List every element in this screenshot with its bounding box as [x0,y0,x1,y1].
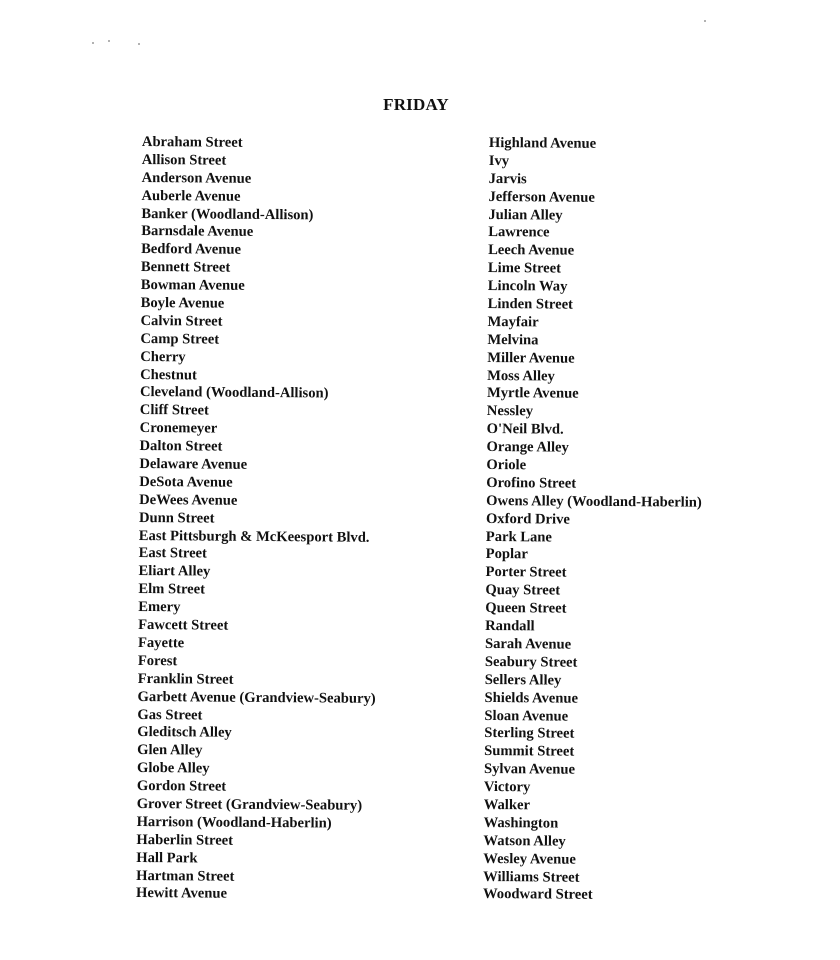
street-name: Owens Alley (Woodland-Haberlin) [486,492,702,511]
street-name: Quay Street [485,582,561,599]
street-name: Garbett Avenue (Grandview-Seabury) [137,688,376,707]
street-name: Linden Street [487,296,574,313]
street-name: Glen Alley [137,742,203,759]
street-name: Sloan Avenue [484,707,569,725]
street-name: Walker [483,796,531,814]
street-name: Fayette [137,634,185,652]
street-name: Jefferson Avenue [488,188,595,206]
street-name: DeSota Avenue [139,473,233,491]
street-name: Williams Street [483,868,580,886]
street-name: Bennett Street [140,259,231,276]
street-name: Emery [138,599,181,616]
street-name: Delaware Avenue [139,456,248,473]
street-name: Globe Alley [136,760,210,777]
street-name: O'Neil Blvd. [486,421,564,438]
street-name: Randall [485,618,535,635]
street-name: Jarvis [488,170,527,188]
street-name: Cliff Street [139,402,209,419]
street-name: Park Lane [485,528,552,546]
street-name: Poplar [485,546,528,563]
street-name: Forest [137,652,178,670]
street-name: Barnsdale Avenue [141,223,254,241]
street-name: Oxford Drive [485,510,570,528]
street-name: Cherry [140,348,186,366]
street-name: Lincoln Way [487,278,568,295]
street-name: Orofino Street [486,474,577,492]
street-name: Chestnut [140,366,197,384]
street-name: Orange Alley [486,439,569,456]
street-name: Allison Street [141,151,227,169]
street-name: Queen Street [485,600,567,617]
street-name: Sarah Avenue [484,635,572,653]
street-name: Hewitt Avenue [135,885,228,903]
street-name: Summit Street [484,743,575,760]
street-name: Sylvan Avenue [483,761,576,778]
street-name: Victory [483,779,531,796]
street-name: Haberlin Street [136,831,234,849]
street-name: Calvin Street [140,312,223,330]
street-name: Shields Avenue [484,689,579,707]
street-name: Fawcett Street [138,617,229,634]
street-name: Abraham Street [141,134,243,151]
street-name: Gordon Street [136,778,227,795]
street-name: DeWees Avenue [139,491,238,509]
street-name: Auberle Avenue [141,187,241,205]
street-name: Camp Street [140,330,220,348]
street-name: Hall Park [136,849,198,867]
street-name: Nessley [486,403,534,420]
street-name: Porter Street [485,564,567,581]
street-name: Watson Alley [483,832,566,850]
street-name: Eliart Alley [138,563,211,580]
street-name: Elm Street [138,581,206,598]
street-name: Dunn Street [138,509,215,527]
street-name: Gas Street [137,706,203,723]
street-name: Miller Avenue [487,349,575,367]
street-name: Seabury Street [484,653,578,671]
street-name: Myrtle Avenue [486,385,579,403]
street-name: Moss Alley [487,367,555,385]
page-title: FRIDAY [383,95,449,114]
street-name: East Pittsburgh & McKeesport Blvd. [138,527,370,546]
street-name: Washington [483,814,559,832]
street-name: Mayfair [487,313,539,331]
street-name: Woodward Street [482,886,593,904]
street-name: Franklin Street [137,670,234,688]
street-name: Lawrence [488,224,550,241]
street-name: Hartman Street [136,867,235,885]
street-name: Gleditsch Alley [137,724,232,742]
street-name: Highland Avenue [488,135,597,152]
street-name: Bedford Avenue [141,241,242,259]
street-list-left [136,134,380,905]
street-name: Grover Street (Grandview-Seabury) [136,795,363,814]
street-name: Melvina [487,331,539,349]
street-name: Boyle Avenue [140,295,225,312]
street-name: Cleveland (Woodland-Allison) [139,384,329,402]
street-name: East Street [138,545,208,563]
street-name: Bowman Avenue [140,277,245,294]
street-name: Oriole [486,457,527,474]
street-name: Ivy [488,152,510,170]
street-name: Leech Avenue [488,242,575,260]
street-name: Cronemeyer [139,420,218,437]
street-name: Banker (Woodland-Allison) [141,205,314,223]
street-name: Sterling Street [484,725,575,743]
street-name: Sellers Alley [484,671,562,689]
street-name: Dalton Street [139,438,223,455]
street-name: Harrison (Woodland-Haberlin) [136,813,332,832]
street-list-right [483,135,705,906]
street-name: Anderson Avenue [141,169,252,187]
street-name: Julian Alley [488,206,563,224]
street-name: Lime Street [487,260,562,277]
street-name: Wesley Avenue [483,850,576,868]
